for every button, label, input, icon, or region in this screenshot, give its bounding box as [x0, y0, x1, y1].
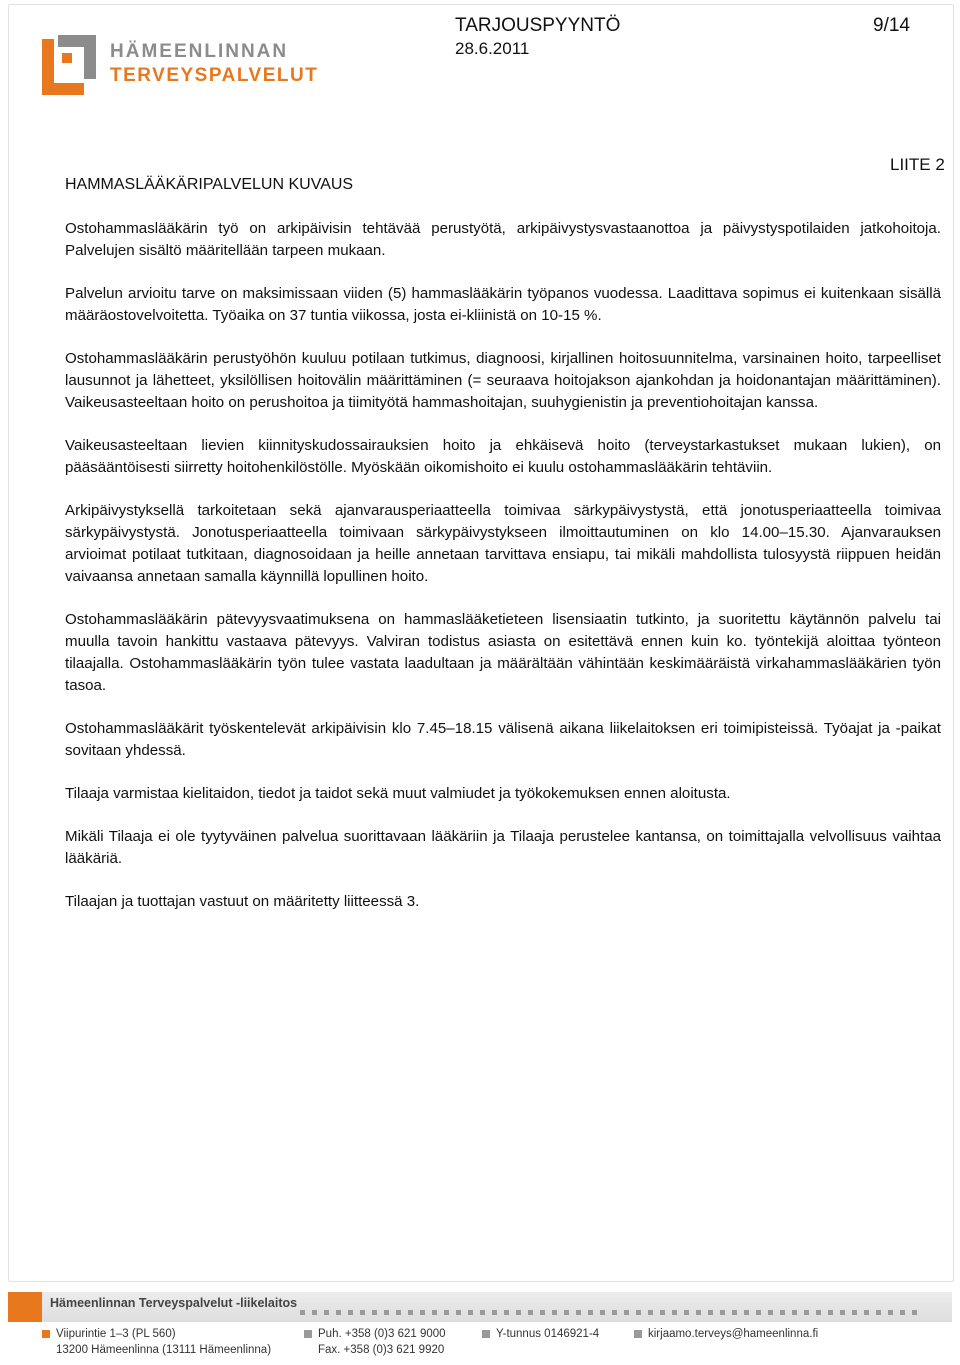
paragraph: Ostohammaslääkärit työskentelevät arkipäivisin klo 7.45–18.15 välisenä aikana liikelaitoksen eri toimipisteissä. Työajat ja -paikat sovitaan yhdessä. — [65, 720, 941, 759]
footer-phone-fax — [304, 1326, 446, 1358]
address-bullet-icon — [42, 1330, 50, 1338]
paragraph: Tilaajan ja tuottajan vastuut on määritetty liitteessä 3. — [65, 893, 420, 910]
footer-address — [42, 1326, 271, 1358]
page-number: 9/14 — [873, 15, 910, 36]
footer-phone: Puh. +358 (0)3 621 9000 — [318, 1328, 446, 1340]
paragraph: Vaikeusasteeltaan lievien kiinnityskudossairauksien hoito ja ehkäisevä hoito (terveystarkastukset mukaan lukien), on pääsääntöisesti siirretty hoitohenkilöstölle. Myöskään oikomishoito ei kuulu ostohammaslääkärin tehtäviin. — [65, 437, 941, 476]
appendix-label: LIITE 2 — [890, 155, 945, 174]
footer-business-id: Y-tunnus 0146921-4 — [496, 1328, 600, 1340]
document-body — [65, 218, 941, 934]
document-type: TARJOUSPYYNTÖ — [455, 15, 621, 36]
footer-email-block — [634, 1326, 818, 1342]
paragraph: Ostohammaslääkärin pätevyysvaatimuksena on hammaslääketieteen lisensiaatin tutkinto, ja suoritettu käytännön palvelu tai muulla tavoin hankittu vastaava pätevyys. Valviran todistus asiasta on esitettävä ennen kuin ko. työntekijä aloittaa työnteon tilaajalla. Ostohammaslääkärin työn tulee vastata laadultaan ja määrältään vähintään keskimääräistä virkahammaslääkärien työn tasoa. — [65, 611, 941, 694]
logo-text-line1: HÄMEENLINNAN — [110, 41, 289, 62]
organization-logo — [40, 33, 319, 97]
page-footer — [8, 1282, 952, 1362]
footer-email[interactable]: kirjaamo.terveys@hameenlinna.fi — [648, 1328, 819, 1340]
paragraph: Ostohammaslääkärin perustyöhön kuuluu potilaan tutkimus, diagnoosi, kirjallinen hoitosuunnitelma, varsinainen hoito, tarpeelliset lausunnot ja lähetteet, yksilöllisen hoitovälin määrittäminen (= seuraava hoitojakson ajankohdan ja hoidonantajan määrittäminen). Vaikeusasteeltaan hoito on perushoitoa ja tiimityötä hammashoitajan, suuhygienistin ja preventiohoitajan kanssa. — [65, 350, 941, 411]
phone-bullet-icon — [304, 1330, 312, 1338]
email-bullet-icon — [634, 1330, 642, 1338]
paragraph: Palvelun arvioitu tarve on maksimissaan viiden (5) hammaslääkärin työpanos vuodessa. Laadittava sopimus ei kuitenkaan sisällä määräostovelvoitetta. Työaika on 37 tuntia viikossa, josta ei-kliinistä on 10-15 %. — [65, 285, 941, 324]
footer-address-line1: Viipurintie 1–3 (PL 560) — [56, 1328, 176, 1340]
document-date: 28.6.2011 — [455, 39, 530, 58]
footer-accent — [8, 1292, 42, 1322]
footer-dash-pattern — [300, 1302, 924, 1310]
page-title: HAMMASLÄÄKÄRIPALVELUN KUVAUS — [65, 176, 354, 193]
footer-fax: Fax. +358 (0)3 621 9920 — [318, 1344, 445, 1356]
paragraph: Ostohammaslääkärin työ on arkipäivisin tehtävää perustyötä, arkipäivystysvastaanottoa ja päivystyspotilaiden jatkohoitoja. Palvelujen sisältö määritellään tarpeen mukaan. — [65, 220, 941, 259]
paragraph: Mikäli Tilaaja ei ole tyytyväinen palvelua suorittavaan lääkäriin ja Tilaaja perustelee kantansa, on toimittajalla velvollisuus vaihtaa lääkäriä. — [65, 828, 941, 867]
business-id-bullet-icon — [482, 1330, 490, 1338]
paragraph: Arkipäivystyksellä tarkoitetaan sekä ajanvarausperiaatteella toimivaa särkypäivystystä, että jonotusperiaatteella toimivaa särkypäivystystä. Jonotusperiaatteella toimivaan särkypäivystykseen ilmoittautuminen on klo 14.00–15.30. Ajanvarauksen arvioimat potilaat tutkitaan, diagnosoidaan ja heille annetaan tarvittava ensiapu, tai mikäli mahdollista tulosyystä riippuen heidän vaivaansa annetaan samalla käynnillä lopullinen hoito. — [65, 502, 941, 585]
logo-mark-icon — [40, 33, 98, 95]
footer-address-line2: 13200 Hämeenlinna (13111 Hämeenlinna) — [56, 1344, 272, 1356]
footer-business-id-block — [482, 1326, 599, 1342]
paragraph: Tilaaja varmistaa kielitaidon, tiedot ja taidot sekä muut valmiudet ja työkokemuksen ennen aloitusta. — [65, 785, 731, 802]
footer-company-name: Hämeenlinnan Terveyspalvelut -liikelaitos — [50, 1296, 298, 1310]
logo-text-line2: TERVEYSPALVELUT — [110, 65, 319, 86]
